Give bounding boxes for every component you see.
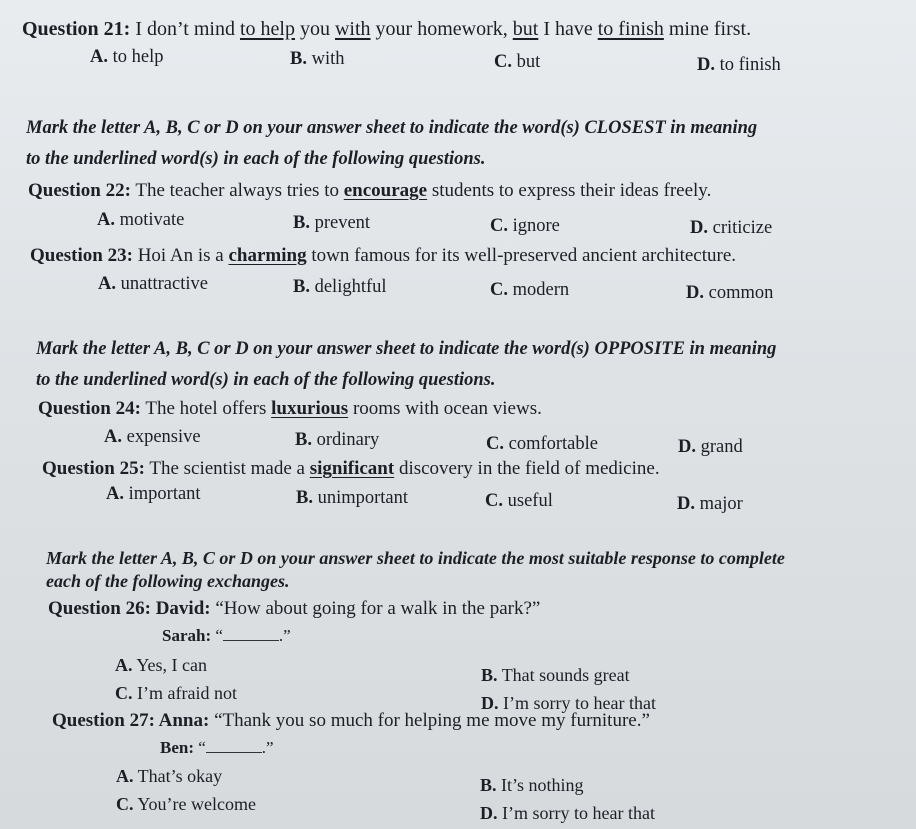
option-text: unimportant [312, 488, 409, 508]
option-text: with [306, 49, 345, 69]
question-24 [38, 398, 542, 420]
q27-option-b[interactable] [480, 775, 584, 796]
question-27-reply [160, 738, 274, 758]
question-26-reply [162, 626, 291, 646]
question-24-text: rooms with ocean views. [348, 398, 542, 419]
option-text: delightful [309, 277, 387, 297]
q24-option-d[interactable] [678, 437, 743, 458]
open-quote: “ [194, 738, 206, 757]
option-text: but [512, 52, 541, 72]
option-text: to help [108, 47, 164, 67]
question-21-underlined-c: but [512, 18, 539, 40]
question-22-text: The teacher always tries to [130, 180, 344, 201]
option-text: major [695, 494, 743, 514]
option-letter: C. [485, 491, 503, 511]
question-26-label: Question 26: [48, 598, 151, 619]
q22-option-d[interactable] [690, 218, 772, 239]
option-letter: A. [97, 210, 115, 230]
instruction-response-line1: Mark the letter A, B, C or D on your answer sheet to indicate the most suitable response to complete [46, 548, 785, 568]
option-text: common [704, 283, 774, 303]
option-letter: D. [480, 803, 498, 823]
q24-option-a[interactable] [104, 427, 201, 448]
question-21-text: I don’t mind [130, 18, 240, 40]
option-letter: A. [104, 427, 122, 447]
instruction-opposite-line1: Mark the letter A, B, C or D on your answer sheet to indicate the word(s) OPPOSITE in meaning [36, 339, 777, 359]
q27-option-a[interactable] [116, 766, 222, 787]
option-letter: C. [486, 434, 504, 454]
option-letter: B. [293, 213, 310, 233]
instruction-closest-line1: Mark the letter A, B, C or D on your answer sheet to indicate the word(s) CLOSEST in meaning [26, 118, 758, 138]
question-21-text: your homework, [370, 18, 513, 40]
question-25 [42, 458, 660, 480]
option-text: expensive [122, 427, 201, 447]
question-23 [30, 245, 736, 267]
open-quote: “ [211, 626, 223, 645]
option-text: ignore [508, 216, 560, 236]
option-letter: A. [90, 47, 108, 67]
option-letter: B. [295, 430, 312, 450]
q22-option-a[interactable] [97, 210, 184, 231]
option-letter: B. [296, 488, 313, 508]
question-26-text: “How about going for a walk in the park?” [210, 598, 541, 619]
option-text: motivate [115, 210, 185, 230]
q23-option-a[interactable] [98, 274, 208, 295]
question-27 [52, 710, 650, 732]
question-26-reply-speaker: Sarah: [162, 626, 212, 645]
option-text: modern [508, 280, 570, 300]
option-letter: C. [490, 280, 508, 300]
option-letter: A. [106, 484, 124, 504]
option-letter: C. [115, 683, 133, 703]
option-letter: C. [494, 52, 512, 72]
q21-option-c[interactable] [494, 52, 540, 73]
question-24-label: Question 24: [38, 398, 141, 419]
option-letter: A. [116, 766, 134, 786]
q22-option-b[interactable] [293, 213, 370, 234]
q27-option-c[interactable] [116, 794, 256, 815]
question-26-speaker: David: [150, 598, 211, 619]
question-23-label: Question 23: [30, 245, 133, 266]
question-21 [22, 18, 751, 41]
question-26 [48, 598, 540, 620]
answer-blank[interactable] [223, 628, 279, 641]
option-text: criticize [708, 218, 773, 238]
option-letter: D. [677, 494, 695, 514]
option-letter: C. [490, 216, 508, 236]
option-letter: D. [678, 437, 696, 457]
q23-option-c[interactable] [490, 280, 569, 301]
instruction-closest-line2: to the underlined word(s) in each of the following questions. [26, 149, 486, 169]
option-letter: B. [481, 665, 498, 685]
option-letter: D. [481, 693, 499, 713]
option-text: prevent [309, 213, 371, 233]
instruction-response-line2: each of the following exchanges. [46, 571, 290, 591]
q21-option-b[interactable] [290, 49, 344, 70]
option-text: That’s okay [133, 766, 223, 786]
question-21-text: you [294, 18, 335, 40]
q24-option-b[interactable] [295, 430, 379, 451]
q25-option-d[interactable] [677, 494, 743, 515]
question-27-speaker: Anna: [154, 710, 210, 731]
question-24-text: The hotel offers [140, 398, 272, 419]
option-text: Yes, I can [132, 655, 207, 675]
question-21-label: Question 21: [22, 18, 131, 40]
option-text: It’s nothing [496, 775, 584, 795]
question-22-text: students to express their ideas freely. [427, 180, 712, 201]
q25-option-b[interactable] [296, 488, 408, 509]
question-22 [28, 180, 711, 202]
q24-option-c[interactable] [486, 434, 598, 455]
question-21-underlined-b: with [334, 18, 371, 40]
option-text: You’re welcome [133, 794, 256, 814]
q26-option-b[interactable] [481, 665, 630, 686]
question-25-underlined: significant [309, 458, 395, 479]
q25-option-c[interactable] [485, 491, 553, 512]
close-quote: .” [278, 626, 291, 645]
close-quote: .” [261, 738, 274, 757]
question-21-text: mine first. [663, 18, 752, 40]
question-25-text: discovery in the field of medicine. [394, 458, 660, 479]
option-text: I’m afraid not [132, 683, 237, 703]
instruction-opposite-line2: to the underlined word(s) in each of the following questions. [36, 370, 496, 390]
q23-option-b[interactable] [293, 277, 387, 298]
option-letter: A. [98, 274, 116, 294]
option-letter: B. [290, 49, 307, 69]
q23-option-d[interactable] [686, 283, 773, 304]
option-text: unattractive [116, 274, 208, 294]
question-27-reply-speaker: Ben: [160, 738, 194, 757]
q26-option-c[interactable] [115, 683, 237, 704]
question-24-underlined: luxurious [271, 398, 349, 419]
option-letter: D. [690, 218, 708, 238]
option-letter: B. [293, 277, 310, 297]
option-text: comfortable [504, 434, 598, 454]
option-text: I’m sorry to hear that [498, 693, 656, 713]
question-27-label: Question 27: [52, 710, 155, 731]
q25-option-a[interactable] [106, 484, 201, 505]
question-25-text: The scientist made a [144, 458, 310, 479]
q21-option-a[interactable] [90, 47, 164, 68]
option-letter: C. [116, 794, 134, 814]
question-23-text: town famous for its well-preserved ancient architecture. [306, 245, 737, 266]
answer-blank[interactable] [206, 740, 262, 753]
option-text: to finish [715, 55, 781, 75]
question-21-underlined-d: to finish [597, 18, 664, 40]
option-text: That sounds great [497, 665, 630, 685]
question-25-label: Question 25: [42, 458, 145, 479]
question-23-underlined: charming [228, 245, 307, 266]
q26-option-a[interactable] [115, 655, 207, 676]
question-21-underlined-a: to help [239, 18, 295, 40]
q21-option-d[interactable] [697, 55, 781, 76]
question-22-underlined: encourage [343, 180, 428, 201]
option-letter: A. [115, 655, 133, 675]
question-22-label: Question 22: [28, 180, 131, 201]
option-text: useful [503, 491, 553, 511]
question-21-text: I have [538, 18, 598, 40]
option-letter: D. [697, 55, 715, 75]
option-text: important [124, 484, 201, 504]
q22-option-c[interactable] [490, 216, 560, 237]
question-27-text: “Thank you so much for helping me move my furniture.” [209, 710, 650, 731]
option-text: I’m sorry to hear that [497, 803, 655, 823]
option-text: ordinary [311, 430, 380, 450]
question-23-text: Hoi An is a [132, 245, 229, 266]
option-letter: D. [686, 283, 704, 303]
q27-option-d[interactable] [480, 803, 655, 824]
option-letter: B. [480, 775, 497, 795]
option-text: grand [696, 437, 743, 457]
